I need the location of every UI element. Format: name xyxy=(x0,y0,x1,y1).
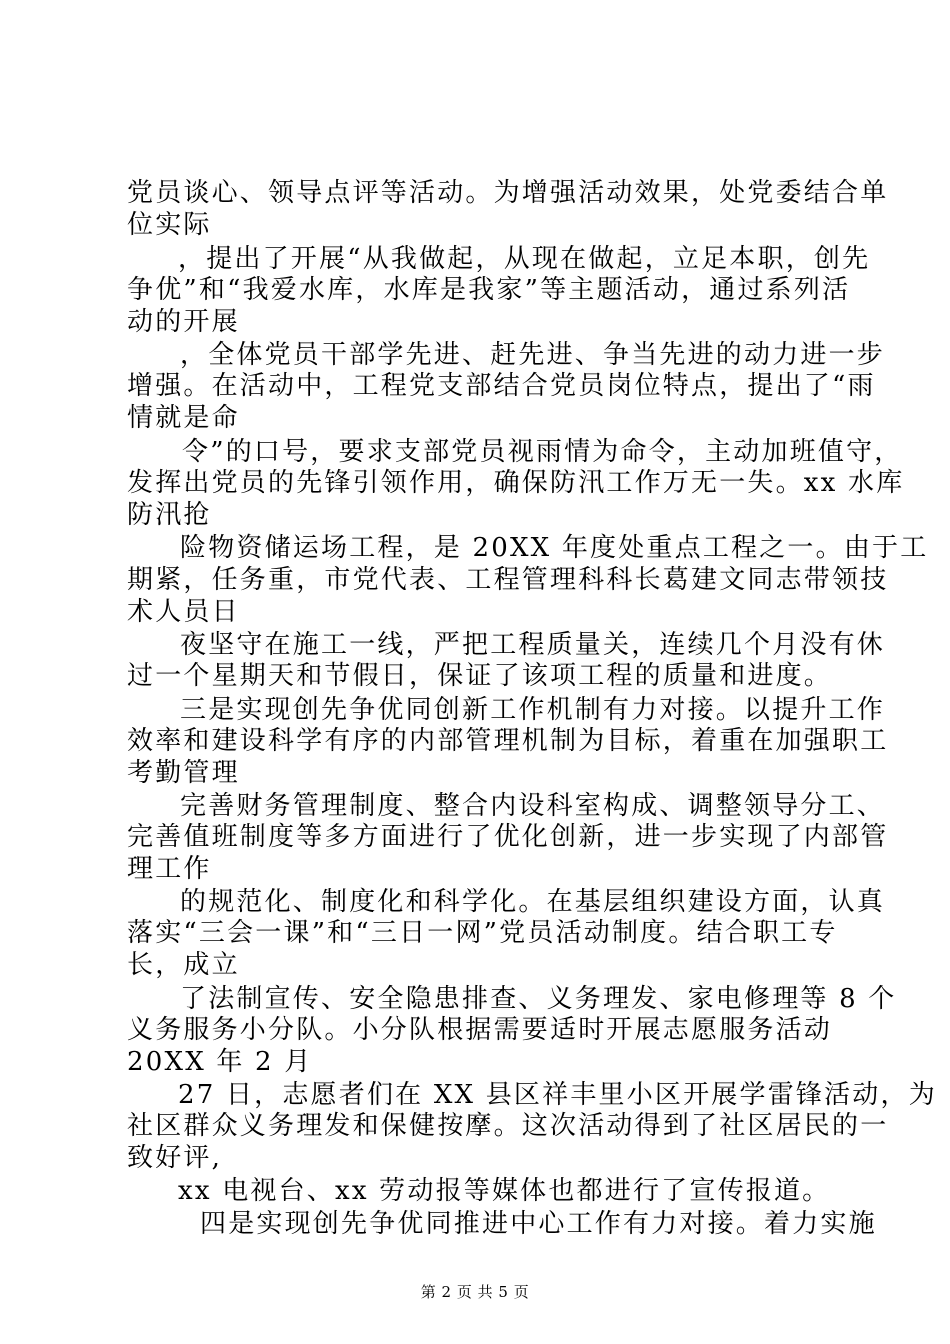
text-line: 情就是命 xyxy=(127,403,240,433)
text-line: 位实际 xyxy=(127,210,212,240)
text-line: 党员谈心、领导点评等活动。为增强活动效果，处党委结合单 xyxy=(127,178,889,208)
text-line: 发挥出党员的先锋引领作用，确保防汛工作万无一失。xx 水库 xyxy=(127,468,905,498)
text-line: 令”的口号，要求支部党员视雨情为命令，主动加班值守， xyxy=(182,437,903,467)
text-line: 防汛抢 xyxy=(127,500,212,530)
text-line: 落实“三会一课”和“三日一网”党员活动制度。结合职工专 xyxy=(127,918,838,948)
text-line: 术人员日 xyxy=(127,597,240,627)
text-line: 完善财务管理制度、整合内设科室构成、调整领导分工、 xyxy=(180,791,886,821)
text-line: 了法制宣传、安全隐患排查、义务理发、家电修理等 8 个 xyxy=(180,984,897,1014)
text-line: 动的开展 xyxy=(127,307,240,337)
text-line: 义务服务小分队。小分队根据需要适时开展志愿服务活动 xyxy=(127,1015,833,1045)
text-line: 考勤管理 xyxy=(127,758,240,788)
text-line: 效率和建设科学有序的内部管理机制为目标，着重在加强职工 xyxy=(127,726,889,756)
text-line: 理工作 xyxy=(127,854,212,884)
text-line: 增强。在活动中，工程党支部结合党员岗位特点，提出了“雨 xyxy=(127,371,876,401)
text-line: 完善值班制度等多方面进行了优化创新，进一步实现了内部管 xyxy=(127,822,889,852)
text-line: ，提出了开展“从我做起，从现在做起，立足本职，创先 xyxy=(178,244,871,274)
text-line: 长，成立 xyxy=(127,950,240,980)
text-line: xx 电视台、xx 劳动报等媒体也都进行了宣传报道。 xyxy=(178,1176,831,1206)
text-line: ，全体党员干部学先进、赶先进、争当先进的动力进一步 xyxy=(180,340,886,370)
text-line: 27 日，志愿者们在 XX 县区祥丰里小区开展学雷锋活动，为 xyxy=(178,1080,937,1110)
text-line: 致好评, xyxy=(127,1143,223,1173)
text-line: 的规范化、制度化和科学化。在基层组织建设方面，认真 xyxy=(180,887,886,917)
text-line: 夜坚守在施工一线，严把工程质量关，连续几个月没有休 xyxy=(180,630,886,660)
text-line: 过一个星期天和节假日，保证了该项工程的质量和进度。 xyxy=(127,661,833,691)
text-line: 三是实现创先争优同创新工作机制有力对接。以提升工作 xyxy=(180,695,886,725)
text-line: 四是实现创先争优同推进中心工作有力对接。着力实施 xyxy=(200,1209,877,1239)
text-line: 争优”和“我爱水库，水库是我家”等主题活动，通过系列活 xyxy=(127,275,851,305)
page-footer: 第 2 页 共 5 页 xyxy=(420,1283,530,1301)
text-line: 社区群众义务理发和保健按摩。这次活动得到了社区居民的一 xyxy=(127,1111,889,1141)
text-line: 20XX 年 2 月 xyxy=(127,1047,313,1077)
text-line: 险物资储运场工程，是 20XX 年度处重点工程之一。由于工 xyxy=(180,533,929,563)
text-line: 期紧，任务重，市党代表、工程管理科科长葛建文同志带领技 xyxy=(127,565,889,595)
